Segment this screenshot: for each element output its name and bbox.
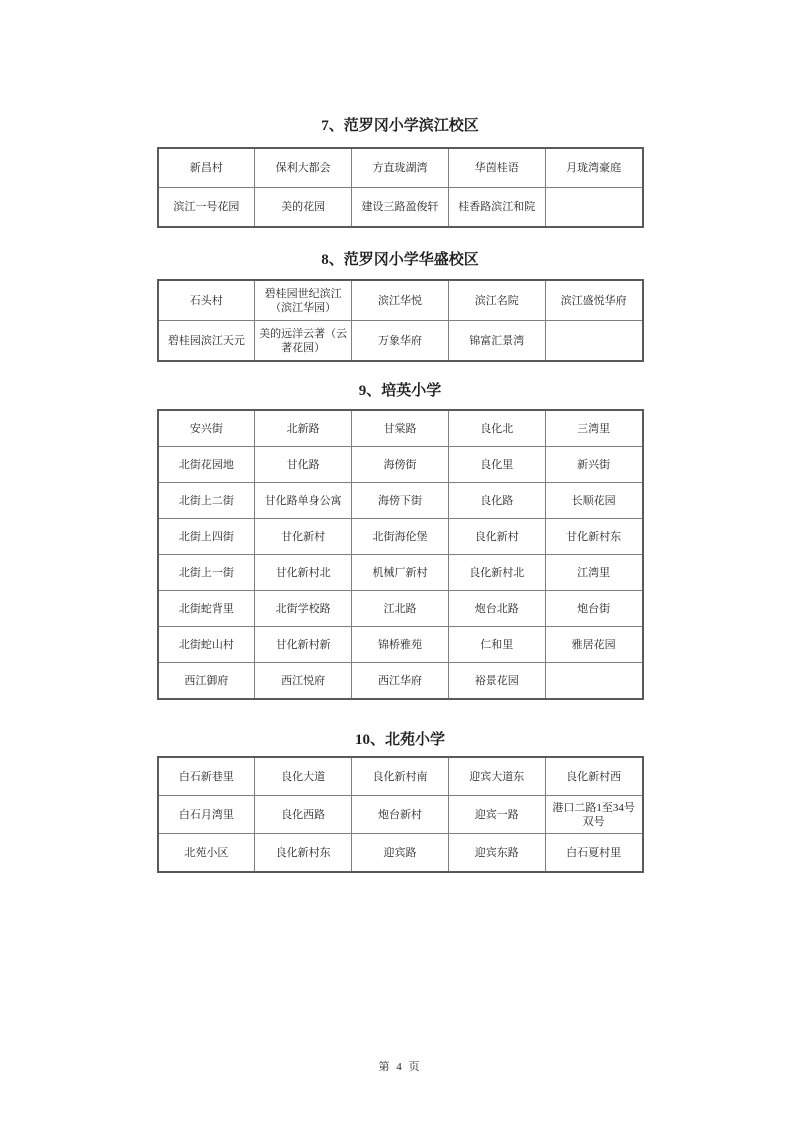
table-cell: 月珑湾豪庭 bbox=[545, 148, 642, 188]
table-cell: 良化大道 bbox=[255, 757, 352, 796]
table-cell: 炮台街 bbox=[545, 591, 642, 627]
table-cell: 滨江名院 bbox=[448, 280, 545, 321]
table-cell: 白石月湾里 bbox=[158, 796, 255, 834]
table-cell: 雅居花园 bbox=[545, 627, 642, 663]
table-cell: 迎宾大道东 bbox=[448, 757, 545, 796]
table-cell: 良化新村 bbox=[448, 519, 545, 555]
table-cell: 甘棠路 bbox=[352, 410, 449, 447]
table-cell: 北街上四街 bbox=[158, 519, 255, 555]
table-cell: 北街蛇山村 bbox=[158, 627, 255, 663]
table-cell bbox=[545, 188, 642, 228]
table-cell: 碧桂园滨江天元 bbox=[158, 321, 255, 362]
table-cell: 良化新村南 bbox=[352, 757, 449, 796]
table-cell: 良化新村北 bbox=[448, 555, 545, 591]
table-cell: 北新路 bbox=[255, 410, 352, 447]
table-cell: 裕景花园 bbox=[448, 663, 545, 700]
table-cell: 保利大都会 bbox=[255, 148, 352, 188]
table-cell: 迎宾路 bbox=[352, 834, 449, 873]
table-cell: 甘化新村新 bbox=[255, 627, 352, 663]
table-cell: 迎宾一路 bbox=[448, 796, 545, 834]
table-cell: 良化里 bbox=[448, 447, 545, 483]
table-cell: 滨江一号花园 bbox=[158, 188, 255, 228]
table-cell: 华茵桂语 bbox=[448, 148, 545, 188]
table-cell: 滨江华悦 bbox=[352, 280, 449, 321]
table-cell: 建设三路盈俊轩 bbox=[352, 188, 449, 228]
table-cell: 海傍街 bbox=[352, 447, 449, 483]
table-cell: 美的花园 bbox=[255, 188, 352, 228]
table-row bbox=[158, 148, 643, 188]
allocation-table bbox=[157, 147, 644, 228]
table-row bbox=[158, 410, 643, 447]
section-title: 7、范罗冈小学滨江校区 bbox=[321, 118, 479, 134]
table-cell: 良化北 bbox=[448, 410, 545, 447]
table-cell: 北苑小区 bbox=[158, 834, 255, 873]
allocation-table bbox=[157, 279, 644, 362]
table-cell: 甘化新村北 bbox=[255, 555, 352, 591]
table-cell bbox=[545, 663, 642, 700]
table-cell: 甘化新村东 bbox=[545, 519, 642, 555]
table-cell: 北街上二街 bbox=[158, 483, 255, 519]
table-cell: 良化新村西 bbox=[545, 757, 642, 796]
table-cell: 美的远洋云著（云著花园） bbox=[255, 321, 352, 362]
table-cell: 方直珑湖湾 bbox=[352, 148, 449, 188]
table-cell: 碧桂园世纪滨江（滨江华园） bbox=[255, 280, 352, 321]
table-cell: 西江华府 bbox=[352, 663, 449, 700]
table-cell: 北街蛇背里 bbox=[158, 591, 255, 627]
allocation-table bbox=[157, 409, 644, 700]
table-cell: 北街花园地 bbox=[158, 447, 255, 483]
table-cell: 万象华府 bbox=[352, 321, 449, 362]
table-cell: 三湾里 bbox=[545, 410, 642, 447]
table-cell: 仁和里 bbox=[448, 627, 545, 663]
section-title: 8、范罗冈小学华盛校区 bbox=[321, 252, 479, 268]
page-number: 第 4 页 bbox=[378, 1061, 422, 1073]
table-cell: 北街上一街 bbox=[158, 555, 255, 591]
allocation-table bbox=[157, 756, 644, 873]
table-cell: 安兴街 bbox=[158, 410, 255, 447]
table-cell: 甘化路单身公寓 bbox=[255, 483, 352, 519]
table-cell: 新兴街 bbox=[545, 447, 642, 483]
table-cell: 锦桥雅苑 bbox=[352, 627, 449, 663]
table-cell: 港口二路1至34号双号 bbox=[545, 796, 642, 834]
table-row bbox=[158, 280, 643, 321]
table-cell: 江北路 bbox=[352, 591, 449, 627]
table-cell: 石头村 bbox=[158, 280, 255, 321]
table-row bbox=[158, 796, 643, 834]
table-cell: 西江御府 bbox=[158, 663, 255, 700]
table-row bbox=[158, 663, 643, 700]
table-cell: 西江悦府 bbox=[255, 663, 352, 700]
table-cell bbox=[545, 321, 642, 362]
table-row bbox=[158, 591, 643, 627]
table-cell: 良化西路 bbox=[255, 796, 352, 834]
table-row bbox=[158, 555, 643, 591]
table-cell: 甘化新村 bbox=[255, 519, 352, 555]
table-cell: 炮台北路 bbox=[448, 591, 545, 627]
table-cell: 北街学校路 bbox=[255, 591, 352, 627]
table-row bbox=[158, 834, 643, 873]
table-cell: 白石新巷里 bbox=[158, 757, 255, 796]
table-cell: 滨江盛悦华府 bbox=[545, 280, 642, 321]
table-cell: 长顺花园 bbox=[545, 483, 642, 519]
table-row bbox=[158, 757, 643, 796]
table-cell: 海傍下街 bbox=[352, 483, 449, 519]
section-title: 10、北苑小学 bbox=[354, 732, 445, 748]
table-row bbox=[158, 519, 643, 555]
table-cell: 江湾里 bbox=[545, 555, 642, 591]
table-cell: 甘化路 bbox=[255, 447, 352, 483]
table-cell: 迎宾东路 bbox=[448, 834, 545, 873]
table-row bbox=[158, 321, 643, 362]
table-cell: 桂香路滨江和院 bbox=[448, 188, 545, 228]
table-cell: 炮台新村 bbox=[352, 796, 449, 834]
section-title: 9、培英小学 bbox=[358, 383, 442, 399]
table-row bbox=[158, 483, 643, 519]
table-cell: 良化路 bbox=[448, 483, 545, 519]
table-cell: 白石夏村里 bbox=[545, 834, 642, 873]
table-cell: 良化新村东 bbox=[255, 834, 352, 873]
table-cell: 北街海伦堡 bbox=[352, 519, 449, 555]
table-row bbox=[158, 627, 643, 663]
table-cell: 机械厂新村 bbox=[352, 555, 449, 591]
table-cell: 新昌村 bbox=[158, 148, 255, 188]
table-row bbox=[158, 188, 643, 228]
table-cell: 锦富汇景湾 bbox=[448, 321, 545, 362]
table-row bbox=[158, 447, 643, 483]
